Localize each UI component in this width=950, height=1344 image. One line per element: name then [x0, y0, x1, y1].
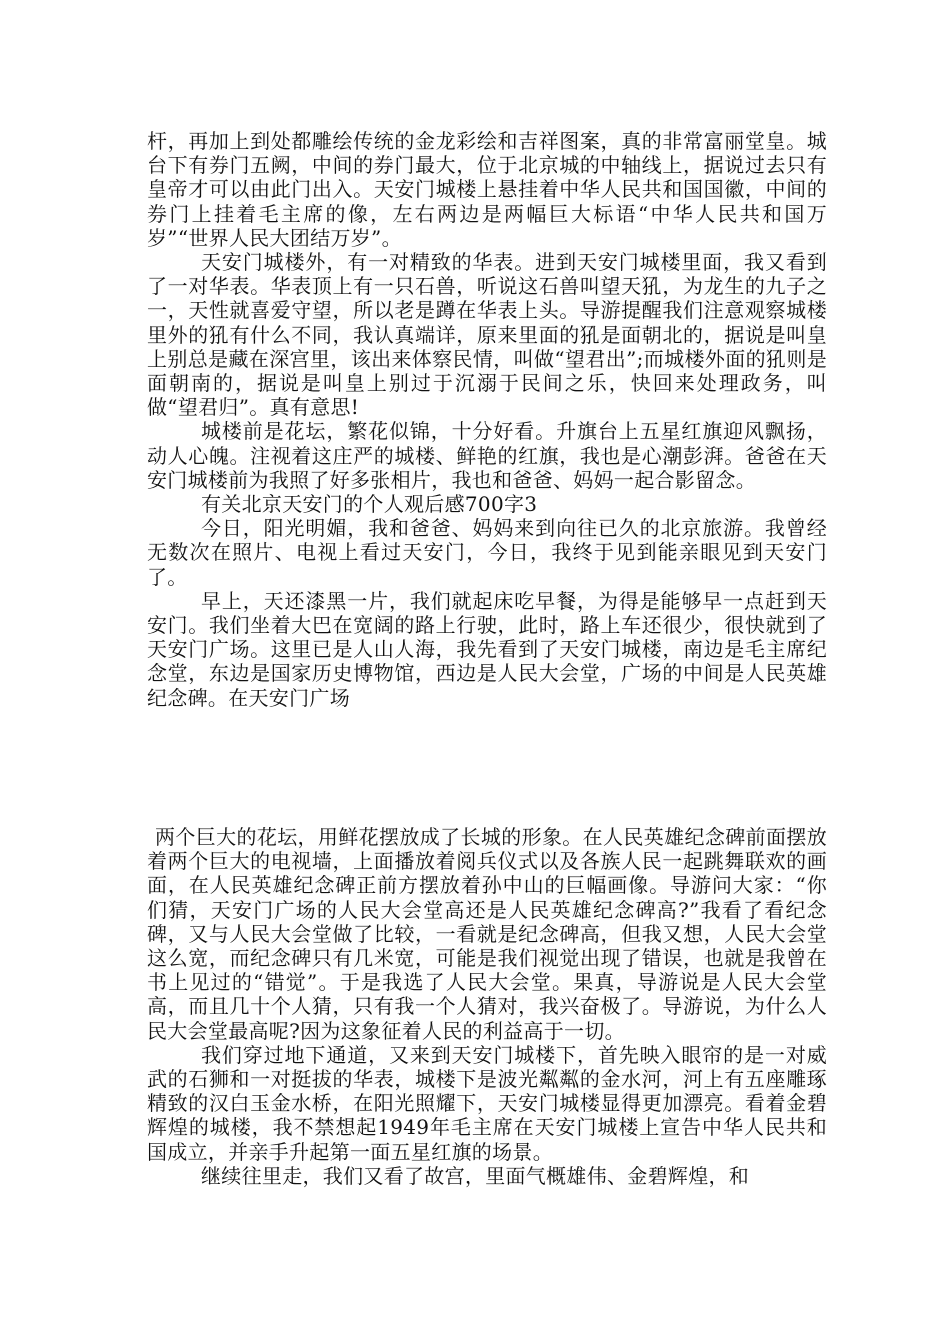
- paragraph-4: 今日，阳光明媚，我和爸爸、妈妈来到向往已久的北京旅游。我曾经无数次在照片、电视上看过天安门，今日，我终于见到能亲眼见到天安门了。: [147, 516, 827, 589]
- paragraph-8: 继续往里走，我们又看了故宫，里面气概雄伟、金碧辉煌，和: [201, 1163, 750, 1188]
- paragraph-5: 早上，天还漆黑一片，我们就起床吃早餐，为得是能够早一点赶到天安门。我们坐着大巴在宽阔的路上行驶，此时，路上车还很少，很快就到了天安门广场。这里已是人山人海，我先看到了天安门城楼，南边是毛主席纪念堂，东边是国家历史博物馆，西边是人民大会堂，广场的中间是人民英雄纪念碑。在天安门广场: [147, 588, 827, 710]
- paragraph-2: 天安门城楼外，有一对精致的华表。进到天安门城楼里面，我又看到了一对华表。华表顶上有一只石兽，听说这石兽叫望天犼，为龙生的九子之一，天性就喜爱守望，所以老是蹲在华表上头。导游提醒我们注意观察城楼里外的犼有什么不同，我认真端详，原来里面的犼是面朝北的，据说是叫皇上别总是藏在深宫里，该出来体察民情，叫做“望君出”;而城楼外面的犼则是面朝南的，据说是叫皇上别过于沉溺于民间之乐，快回来处理政务，叫做“望君归”。真有意思!: [147, 250, 827, 420]
- text-block-lower: [147, 825, 827, 1188]
- paragraph-7: 我们穿过地下通道，又来到天安门城楼下，首先映入眼帘的是一对威武的石狮和一对挺拔的华表，城楼下是波光粼粼的金水河，河上有五座雕琢精致的汉白玉金水桥，在阳光照耀下，天安门城楼显得更加漂亮。看着金碧辉煌的城楼，我不禁想起1949年毛主席在天安门城楼上宣告中华人民共和国成立，并亲手升起第一面五星红旗的场景。: [147, 1042, 827, 1164]
- paragraph-6: 两个巨大的花坛，用鲜花摆放成了长城的形象。在人民英雄纪念碑前面摆放着两个巨大的电视墙，上面播放着阅兵仪式以及各族人民一起跳舞联欢的画面，在人民英雄纪念碑正前方摆放着孙中山的巨幅画像。导游问大家：“你们猜，天安门广场的人民大会堂高还是人民英雄纪念碑高?”我看了看纪念碑，又与人民大会堂做了比较，一看就是纪念碑高，但我又想，人民大会堂这么宽，而纪念碑只有几米宽，可能是我们视觉出现了错误，也就是我曾在书上见过的“错觉”。于是我选了人民大会堂。果真，导游说是人民大会堂高，而且几十个人猜，只有我一个人猜对，我兴奋极了。导游说，为什么人民大会堂最高呢?因为这象征着人民的利益高于一切。: [147, 825, 827, 1043]
- paragraph-3: 城楼前是花坛，繁花似锦，十分好看。升旗台上五星红旗迎风飘扬，动人心魄。注视着这庄严的城楼、鲜艳的红旗，我也是心潮彭湃。爸爸在天安门城楼前为我照了好多张相片，我也和爸爸、妈妈一起合影留念。: [147, 419, 827, 492]
- paragraph-1: 杆，再加上到处都雕绘传统的金龙彩绘和吉祥图案，真的非常富丽堂皇。城台下有券门五阙，中间的券门最大，位于北京城的中轴线上，据说过去只有皇帝才可以由此门出入。天安门城楼上悬挂着中华人民共和国国徽，中间的券门上挂着毛主席的像，左右两边是两幅巨大标语“中华人民共和国万岁”“世界人民大团结万岁”。: [147, 129, 827, 250]
- section-heading: 有关北京天安门的个人观后感700字3: [201, 492, 538, 517]
- text-block-upper: [147, 129, 827, 710]
